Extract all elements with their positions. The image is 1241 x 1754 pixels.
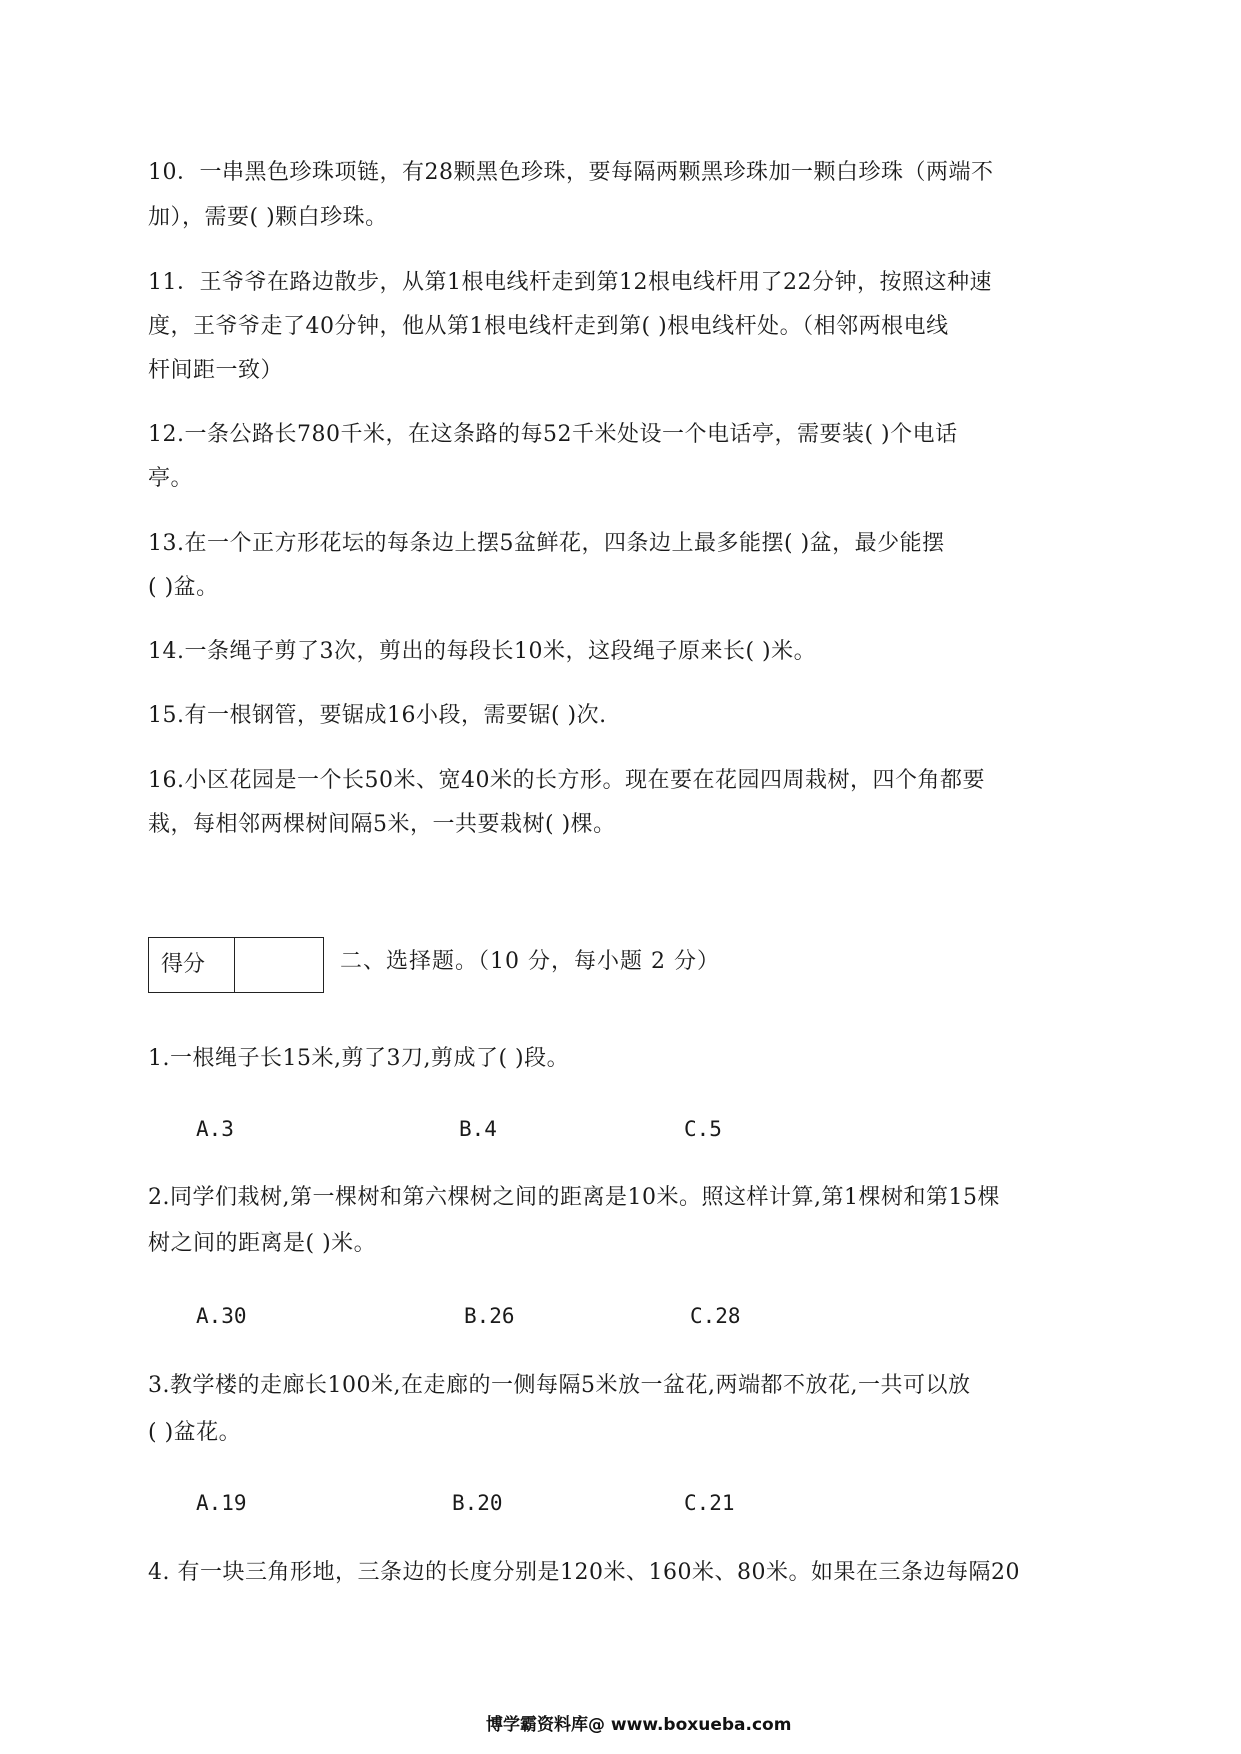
q13-line-2: ( )盆。 (148, 575, 219, 600)
choice-q4-line-1: 4. 有一块三角形地，三条边的长度分别是120米、160米、80米。如果在三条边每隔20 (148, 1560, 1020, 1585)
choice-q1-option-c: C.5 (684, 1117, 722, 1141)
choice-q2-option-a: A.30 (196, 1304, 247, 1328)
choice-q2-line-2: 树之间的距离是( )米。 (148, 1231, 377, 1256)
q12-line-1: 12.一条公路长780千米，在这条路的每52千米处设一个电话亭，需要装( )个电话 (148, 422, 958, 447)
q10-line-1: 10．一串黑色珍珠项链，有28颗黑色珍珠，要每隔两颗黑珍珠加一颗白珍珠（两端不 (148, 160, 994, 185)
score-label: 得分 (149, 938, 235, 992)
q16-line-1: 16.小区花园是一个长50米、宽40米的长方形。现在要在花园四周栽树，四个角都要 (148, 768, 985, 793)
q10-line-2: 加），需要( )颗白珍珠。 (148, 205, 388, 230)
choice-q3-option-b: B.20 (452, 1491, 503, 1515)
q11-line-1: 11．王爷爷在路边散步，从第1根电线杆走到第12根电线杆用了22分钟，按照这种速 (148, 270, 992, 295)
footer-watermark: 博学霸资料库@ www.boxueba.com (486, 1715, 792, 1735)
q15-line-1: 15.有一根钢管，要锯成16小段，需要锯( )次. (148, 703, 607, 728)
q12-line-2: 亭。 (148, 466, 194, 491)
choice-q2-option-b: B.26 (464, 1304, 515, 1328)
choice-q1-line-1: 1.一根绳子长15米,剪了3刀,剪成了( )段。 (148, 1046, 570, 1071)
q14-line-1: 14.一条绳子剪了3次，剪出的每段长10米，这段绳子原来长( )米。 (148, 639, 817, 664)
choice-q1-option-b: B.4 (459, 1117, 497, 1141)
q11-line-3: 杆间距一致） (148, 358, 284, 383)
score-value-field (235, 938, 323, 992)
q11-line-2: 度，王爷爷走了40分钟，他从第1根电线杆走到第( )根电线杆处。（相邻两根电线 (148, 314, 949, 339)
choice-q1-option-a: A.3 (196, 1117, 234, 1141)
section-title: 二、选择题。（10 分，每小题 2 分） (340, 949, 720, 974)
q13-line-1: 13.在一个正方形花坛的每条边上摆5盆鲜花，四条边上最多能摆( )盆，最少能摆 (148, 531, 945, 556)
choice-q2-option-c: C.28 (690, 1304, 741, 1328)
q16-line-2: 栽，每相邻两棵树间隔5米，一共要栽树( )棵。 (148, 812, 616, 837)
choice-q2-line-1: 2.同学们栽树,第一棵树和第六棵树之间的距离是10米。照这样计算,第1棵树和第15棵 (148, 1185, 1000, 1210)
choice-q3-line-1: 3.教学楼的走廊长100米,在走廊的一侧每隔5米放一盆花,两端都不放花,一共可以放 (148, 1373, 971, 1398)
choice-q3-option-a: A.19 (196, 1491, 247, 1515)
choice-q3-option-c: C.21 (684, 1491, 735, 1515)
score-box (148, 937, 324, 993)
choice-q3-line-2: ( )盆花。 (148, 1420, 242, 1445)
